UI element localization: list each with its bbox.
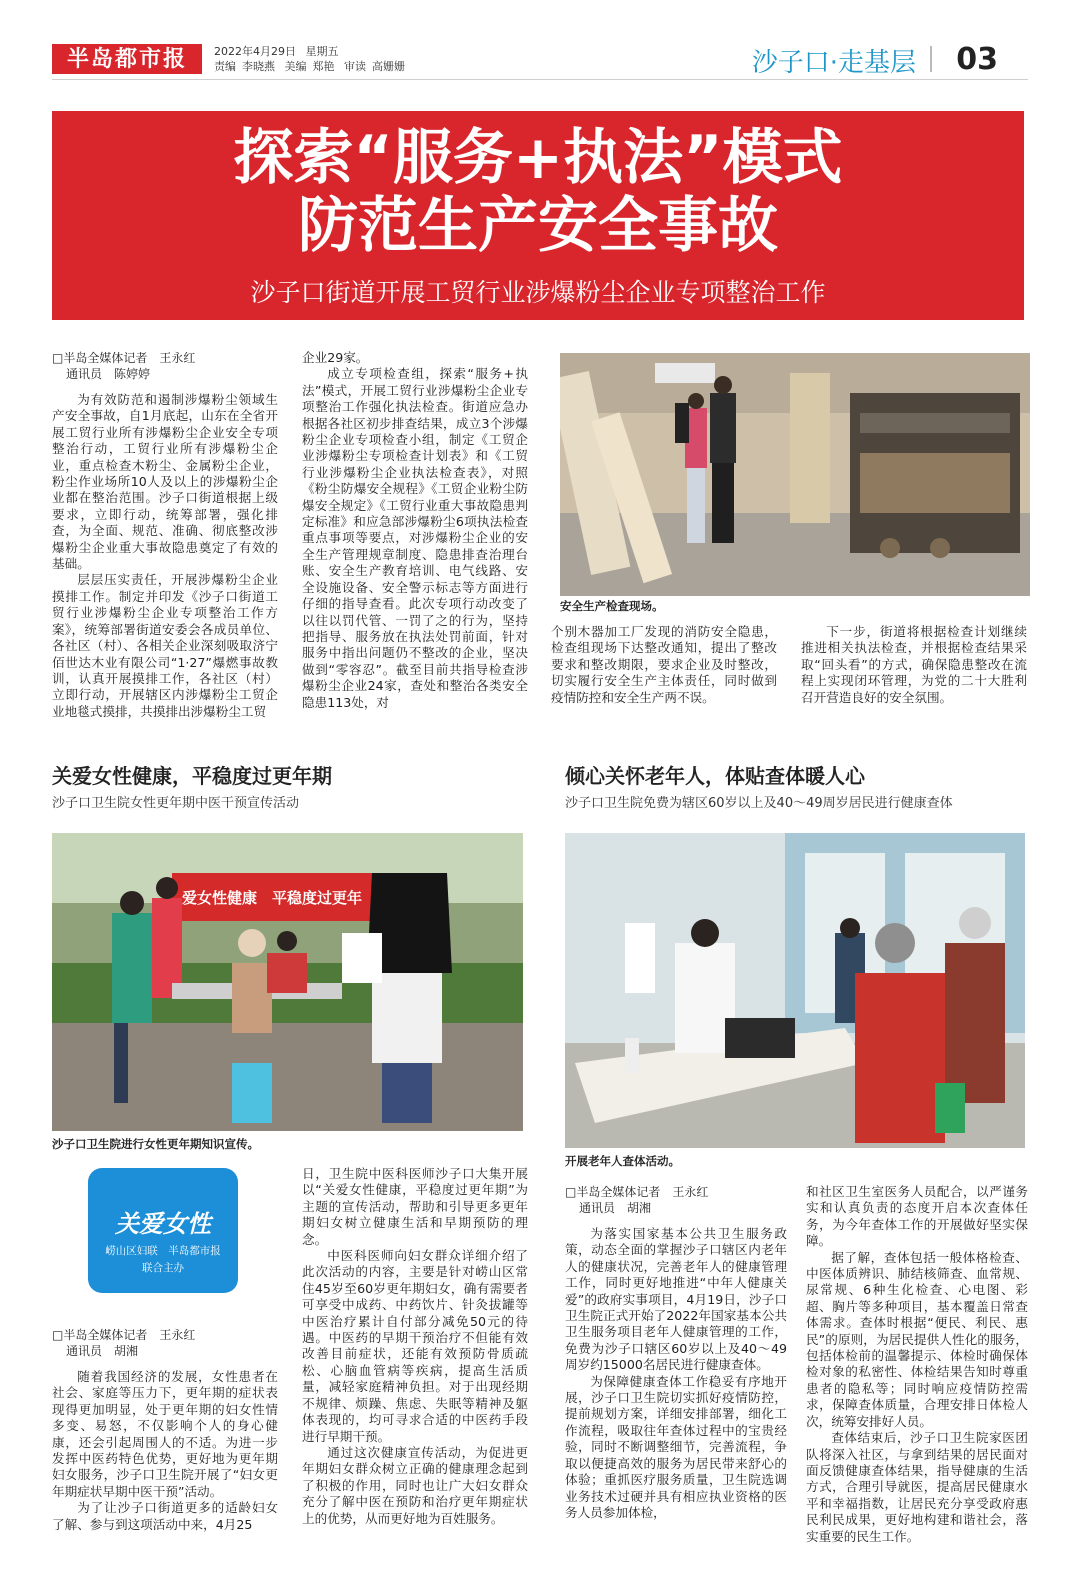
- newspaper-logo: 半岛都市报: [52, 44, 202, 74]
- reviewer-label: 审读: [344, 60, 366, 73]
- byline-reporter: □半岛全媒体记者 王永红: [565, 1185, 709, 1199]
- workshop-photo-illustration: [560, 353, 1030, 596]
- article1-paragraph: 下一步，街道将根据检查计划继续推进相关执法检查，并根据检查结果采取“回头看”的方式，确保隐患整改在流程上实现闭环管理，为党的二十大胜利召开营造良好的安全氛围。: [801, 624, 1027, 705]
- article2-photo-caption: 沙子口卫生院进行女性更年期知识宣传。: [52, 1137, 259, 1151]
- article2-paragraph: 随着我国经济的发展，女性患者在社会、家庭等压力下，更年期的症状表现得更加明显，处于更年期的妇女性情多变、易怒，不仅影响个人的身心健康，还会引起周围人的不适。为进一步发挥中医药特色优势，更好地为更年期妇女服务，沙子口卫生院开展了“妇女更年期症状早期中医干预”活动。: [52, 1369, 278, 1499]
- headline-subtitle: 沙子口街道开展工贸行业涉爆粉尘企业专项整治工作: [250, 278, 826, 307]
- byline-reporter: □半岛全媒体记者 王永红: [52, 351, 196, 365]
- article2-paragraph: 为了让沙子口街道更多的适龄妇女了解、参与到这项活动中来，4月25: [52, 1500, 278, 1532]
- page-number: 03: [956, 42, 998, 77]
- article1-column-4: [801, 624, 1027, 706]
- article3-byline: [565, 1184, 787, 1216]
- issue-weekday: 星期五: [305, 45, 339, 58]
- article1-photo-caption: 安全生产检查现场。: [560, 599, 664, 613]
- article3-paragraph: 据了解，查体包括一般体格检查、中医体质辨识、肺结核筛查、血常规、尿常规、6种生化检查、心电图、彩超、胸片等多种项目，基本覆盖日常查体需求。查体时根据“便民、利民、惠民”的原则，为居民提供人性化的服务，包括体检前的温馨提示、体检时确保体检对象的私密性、体检结果告知时尊重患者的隐私等；同时响应疫情防控需求，保障查体质量，合理安排日体检人次，统筹安排好人员。: [806, 1249, 1028, 1429]
- article2-photo: [52, 833, 523, 1131]
- article1-column-2: [302, 350, 528, 711]
- article3-paragraph: 为落实国家基本公共卫生服务政策，动态全面的掌握沙子口辖区内老年人的健康状况，完善老年人的健康管理工作，同时更好地推进“中年人健康关爱”的政府实事项目，4月19日，沙子口卫生院正式开始了2022年国家基本公共卫生服务项目老年人健康管理的工作，免费为沙子口辖区60岁以上及40～49周岁约15000名居民进行健康查体。: [565, 1226, 787, 1373]
- article3-subtitle: 沙子口卫生院免费为辖区60岁以上及40～49周岁居民进行健康查体: [565, 796, 953, 811]
- reviewer-name: 高姗姗: [372, 60, 405, 73]
- article3-paragraph: 查体结束后，沙子口卫生院家医团队将深入社区，与拿到结果的居民面对面反馈健康查体结果，指导健康的生活方式，合理引导就医，提高居民健康水平和幸福指数，让居民充分享受政府惠民利民成果，更好地构建和谐社会，落实重要的民生工作。: [806, 1430, 1028, 1544]
- article1-paragraph: 层层压实责任，开展涉爆粉尘企业摸排工作。制定并印发《沙子口街道工贸行业涉爆粉尘企业专项整治工作方案》，统筹部署街道安委会各成员单位、各社区（村）、各相关企业深刻吸取济宁佰世达木业有限公司“1·27”爆燃事故教训，认真开展摸排工作，各社区（村）立即行动，开展辖区内涉爆粉尘工贸企业地毯式摸排，共摸排出涉爆粉尘工贸: [52, 572, 278, 719]
- article1-paragraph: 为有效防范和遏制涉爆粉尘领域生产安全事故，自1月底起，山东在全省开展工贸行业所有涉爆粉尘企业安全专项整治行动，工贸行业所有涉爆粉尘企业，重点检查木粉尘、金属粉尘企业，粉尘作业场所10人及以上的涉爆粉尘企业都在整治范围。沙子口街道根据上级要求，立即行动，统筹部署，强化排查，为全面、规范、准确、彻底整改涉爆粉尘企业重大事故隐患奠定了有效的基础。: [52, 392, 278, 572]
- article1-paragraph: 企业29家。: [302, 350, 369, 365]
- article2-column-1: [52, 1327, 278, 1533]
- masthead: [52, 40, 1028, 80]
- headline-line-2: 防范生产安全事故: [298, 191, 778, 261]
- article1-column-3: [551, 624, 777, 706]
- article1-paragraph: 成立专项检查组，探索“服务+执法”模式，开展工贸行业涉爆粉尘企业专项整治工作强化执法检查。街道应急办根据各社区初步排查结果，成立3个涉爆粉尘企业专项检查小组，制定《工贸企业涉爆粉尘专项检查计划表》和《工贸行业涉爆粉尘企业执法检查表》，对照《粉尘防爆安全规程》《工贸企业粉尘防爆安全规定》《工贸行业重大事故隐患判定标准》和应急部涉爆粉尘6项执法检查重点事项等要点，对涉爆粉尘企业的安全生产管理规章制度、隐患排查治理台账、安全生产教育培训、电气线路、安全设施设备、安全警示标志等方面进行仔细的指导查看。此次专项行动改变了以往以罚代管、一罚了之的行为，坚持把指导、服务放在执法处罚前面，针对服务中指出问题仍不整改的企业，坚决做到“零容忍”。截至目前共指导检查涉爆粉尘企业24家，查处和整治各类安全隐患113处，对: [302, 366, 528, 710]
- badge-title: 关爱女性: [115, 1210, 211, 1238]
- article2-paragraph: 中医科医师向妇女群众详细介绍了此次活动的内容，主要是针对崂山区常住45岁至60岁更年期妇女，确有需要者可享受中成药、中药饮片、针灸拔罐等中医治疗累计自付部分减免50元的待遇。中医药的早期干预治疗不但能有效改善目前症状，还能有效预防骨质疏松、心脑血管病等疾病，提高生活质量，减轻家庭精神负担。对于出现经期不规律、烦躁、焦虑、失眠等精神及躯体表现的，均可寻求合适的中医药手段进行早期干预。: [302, 1248, 528, 1444]
- article2-byline: [52, 1327, 278, 1359]
- byline-correspondent: 通讯员 胡湘: [66, 1344, 139, 1358]
- art-editor-label: 美编: [284, 60, 307, 73]
- event-banner-text: 爱女性健康 平稳度过更年: [182, 889, 363, 907]
- article2-column-2: [302, 1166, 528, 1527]
- article3-paragraph: 为保障健康查体工作稳妥有序地开展，沙子口卫生院切实抓好疫情防控，提前规划方案，详细安排部署，细化工作流程，吸取往年查体过程中的宝贵经验，同时不断调整细节，完善流程，争取以便捷高效的服务为居民带来舒心的体验；重抓医疗服务质量，卫生院选调业务技术过硬并具有相应执业资格的医务人员参加体检，: [565, 1373, 787, 1520]
- publication-info: [214, 44, 411, 74]
- article2-paragraph: 日，卫生院中医科医师沙子口大集开展以“关爱女性健康，平稳度过更年期”为主题的宣传活动，帮助和引导更多更年期妇女树立健康生活和早期预防的理念。: [302, 1166, 528, 1247]
- health-checkup-photo-illustration: [565, 833, 1025, 1148]
- outdoor-event-photo-illustration: [52, 833, 523, 1131]
- article3-photo-caption: 开展老年人查体活动。: [565, 1154, 680, 1168]
- art-editor-name: 郑艳: [312, 60, 335, 73]
- issue-date: 2022年4月29日: [214, 45, 296, 58]
- article1-byline: [52, 350, 278, 382]
- article2-title: 关爱女性健康，平稳度过更年期: [52, 764, 332, 788]
- article3-column-2: [806, 1184, 1028, 1545]
- article3-photo: [565, 833, 1025, 1148]
- article1-photo: [560, 353, 1030, 596]
- article3-paragraph: 和社区卫生室医务人员配合，以严谨务实和认真负责的态度开启本次查体任务，为今年查体工作的开展做好坚实保障。: [806, 1184, 1028, 1249]
- article3-column-1: [565, 1184, 787, 1521]
- article3-title: 倾心关怀老年人，体贴查体暖人心: [565, 764, 865, 788]
- article1-column-1: [52, 350, 278, 720]
- editor-name: 李晓燕: [242, 60, 275, 73]
- editor-label: 责编: [214, 60, 236, 73]
- byline-correspondent: 通讯员 陈婷婷: [66, 367, 151, 381]
- badge-organizers: 崂山区妇联 半岛都市报: [105, 1245, 221, 1257]
- divider: [930, 46, 932, 72]
- badge-sponsor-note: 联合主办: [142, 1262, 184, 1274]
- campaign-badge: [88, 1168, 238, 1293]
- byline-correspondent: 通讯员 胡湘: [579, 1201, 652, 1215]
- headline-banner: [52, 111, 1024, 320]
- byline-reporter: □半岛全媒体记者 王永红: [52, 1328, 196, 1342]
- article1-paragraph: 个别木器加工厂发现的消防安全隐患，检查组现场下达整改通知，提出了整改要求和整改期限，要求企业及时整改，切实履行安全生产主体责任，同时做到疫情防控和安全生产两不误。: [551, 624, 777, 705]
- section-name: 沙子口·走基层: [751, 48, 916, 78]
- headline-line-1: 探索“服务+执法”模式: [233, 123, 843, 193]
- article2-paragraph: 通过这次健康宣传活动，为促进更年期妇女群众树立正确的健康理念起到了积极的作用，同时也让广大妇女群众充分了解中医在预防和治疗更年期症状上的优势，从而更好地为百姓服务。: [302, 1444, 528, 1526]
- article2-subtitle: 沙子口卫生院女性更年期中医干预宣传活动: [52, 796, 300, 811]
